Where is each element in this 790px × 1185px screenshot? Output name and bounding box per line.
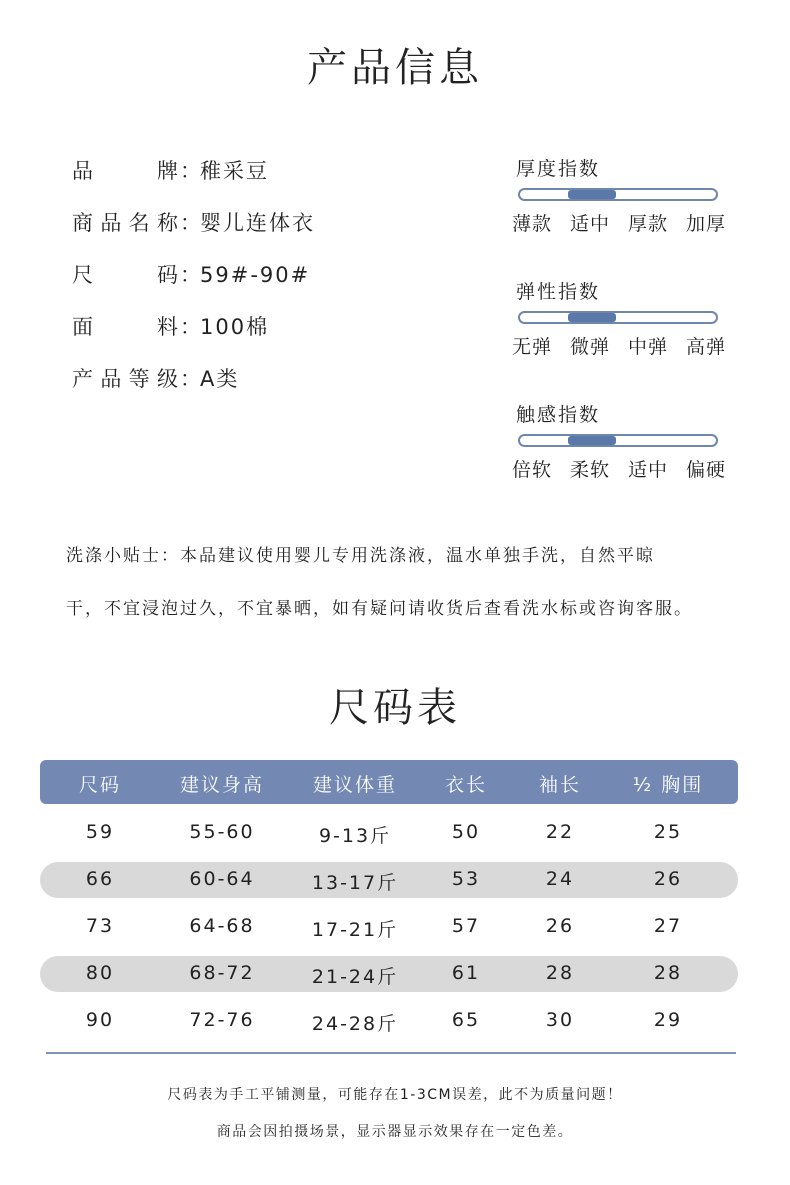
table-cell: 80: [85, 962, 115, 984]
table-cell: 21-24斤: [311, 966, 399, 988]
info-value: 59#-90#: [200, 263, 311, 287]
index-bar: [518, 311, 718, 324]
table-row: [40, 862, 738, 898]
info-colon: ：: [180, 367, 203, 391]
table-cell: 57: [451, 915, 481, 937]
index-bar: [518, 434, 718, 447]
table-bottom-divider: [46, 1052, 736, 1054]
column-header: 尺码: [78, 774, 122, 796]
table-cell: 27: [653, 915, 683, 937]
table-cell: 61: [451, 962, 481, 984]
table-cell: 17-21斤: [311, 919, 399, 941]
info-colon: ：: [180, 263, 203, 287]
info-row: [72, 260, 310, 290]
table-cell: 29: [653, 1009, 683, 1031]
table-cell: 28: [653, 962, 683, 984]
table-cell: 68-72: [189, 962, 255, 984]
table-cell: 90: [85, 1009, 115, 1031]
index-option: 薄款: [512, 213, 553, 235]
page-title: 产品信息: [307, 45, 483, 91]
index-option: 中弹: [627, 336, 668, 358]
color-note: 商品会因拍摄场景，显示器显示效果存在一定色差。: [216, 1124, 574, 1140]
info-colon: ：: [180, 315, 203, 339]
table-cell: 64-68: [189, 915, 255, 937]
index-options: [512, 209, 726, 236]
info-value: 稚采豆: [200, 159, 269, 183]
index-option: 厚款: [627, 213, 668, 235]
table-cell: 26: [653, 868, 683, 890]
table-row: [40, 909, 738, 945]
info-value: 100棉: [200, 315, 270, 339]
wash-tips-line-2: 干，不宜浸泡过久，不宜暴晒，如有疑问请收货后查看洗水标或咨询客服。: [66, 599, 693, 619]
table-cell: 24: [545, 868, 575, 890]
column-header: 衣长: [444, 774, 488, 796]
info-row: [72, 364, 239, 394]
index-option: 柔软: [569, 459, 610, 481]
info-value: A类: [200, 367, 240, 391]
table-cell: 50: [451, 821, 481, 843]
table-cell: 73: [85, 915, 115, 937]
column-header: ½ 胸围: [632, 774, 704, 796]
size-table-header: [40, 760, 738, 804]
size-table-title: 尺码表: [329, 685, 461, 731]
index-option: 微弹: [569, 336, 610, 358]
wash-tips-line-1: 洗涤小贴士：本品建议使用婴儿专用洗涤液，温水单独手洗，自然平晾: [66, 546, 655, 566]
table-cell: 55-60: [189, 821, 255, 843]
index-option: 适中: [569, 213, 610, 235]
info-row: [72, 312, 269, 342]
table-row: [40, 815, 738, 851]
table-cell: 72-76: [189, 1009, 255, 1031]
table-cell: 25: [653, 821, 683, 843]
info-value: 婴儿连体衣: [200, 211, 315, 235]
index-options: [512, 455, 726, 482]
table-row: [40, 956, 738, 992]
table-cell: 24-28斤: [311, 1013, 399, 1035]
table-cell: 30: [545, 1009, 575, 1031]
index-option: 无弹: [512, 336, 553, 358]
table-row: [40, 1003, 738, 1039]
table-cell: 65: [451, 1009, 481, 1031]
table-cell: 26: [545, 915, 575, 937]
info-row: [72, 156, 269, 186]
column-header: 建议体重: [312, 774, 398, 796]
table-cell: 53: [451, 868, 481, 890]
index-options: [512, 332, 726, 359]
index-title: 触感指数: [516, 404, 601, 426]
table-cell: 28: [545, 962, 575, 984]
table-cell: 9-13斤: [318, 825, 392, 847]
index-option: 偏硬: [685, 459, 726, 481]
index-option: 高弹: [685, 336, 726, 358]
index-title: 弹性指数: [516, 281, 601, 303]
index-option: 加厚: [685, 213, 726, 235]
table-cell: 59: [85, 821, 115, 843]
column-header: 袖长: [538, 774, 582, 796]
index-bar-fill: [568, 313, 616, 322]
table-cell: 60-64: [189, 868, 255, 890]
info-label: 产品等级: [72, 367, 180, 391]
table-cell: 13-17斤: [311, 872, 399, 894]
info-colon: ：: [180, 159, 203, 183]
table-cell: 22: [545, 821, 575, 843]
index-bar-fill: [568, 436, 616, 445]
index-bar: [518, 188, 718, 201]
table-cell: 66: [85, 868, 115, 890]
info-row: [72, 208, 315, 238]
info-label: 尺码: [72, 263, 180, 287]
info-label: 品牌: [72, 159, 180, 183]
info-colon: ：: [180, 211, 203, 235]
column-header: 建议身高: [179, 774, 265, 796]
index-title: 厚度指数: [516, 158, 601, 180]
info-label: 面料: [72, 315, 180, 339]
index-option: 适中: [627, 459, 668, 481]
index-bar-fill: [568, 190, 616, 199]
index-option: 倍软: [512, 459, 553, 481]
measure-note: 尺码表为手工平铺测量，可能存在1-3CM误差，此不为质量问题！: [167, 1087, 623, 1103]
info-label: 商品名称: [72, 211, 180, 235]
